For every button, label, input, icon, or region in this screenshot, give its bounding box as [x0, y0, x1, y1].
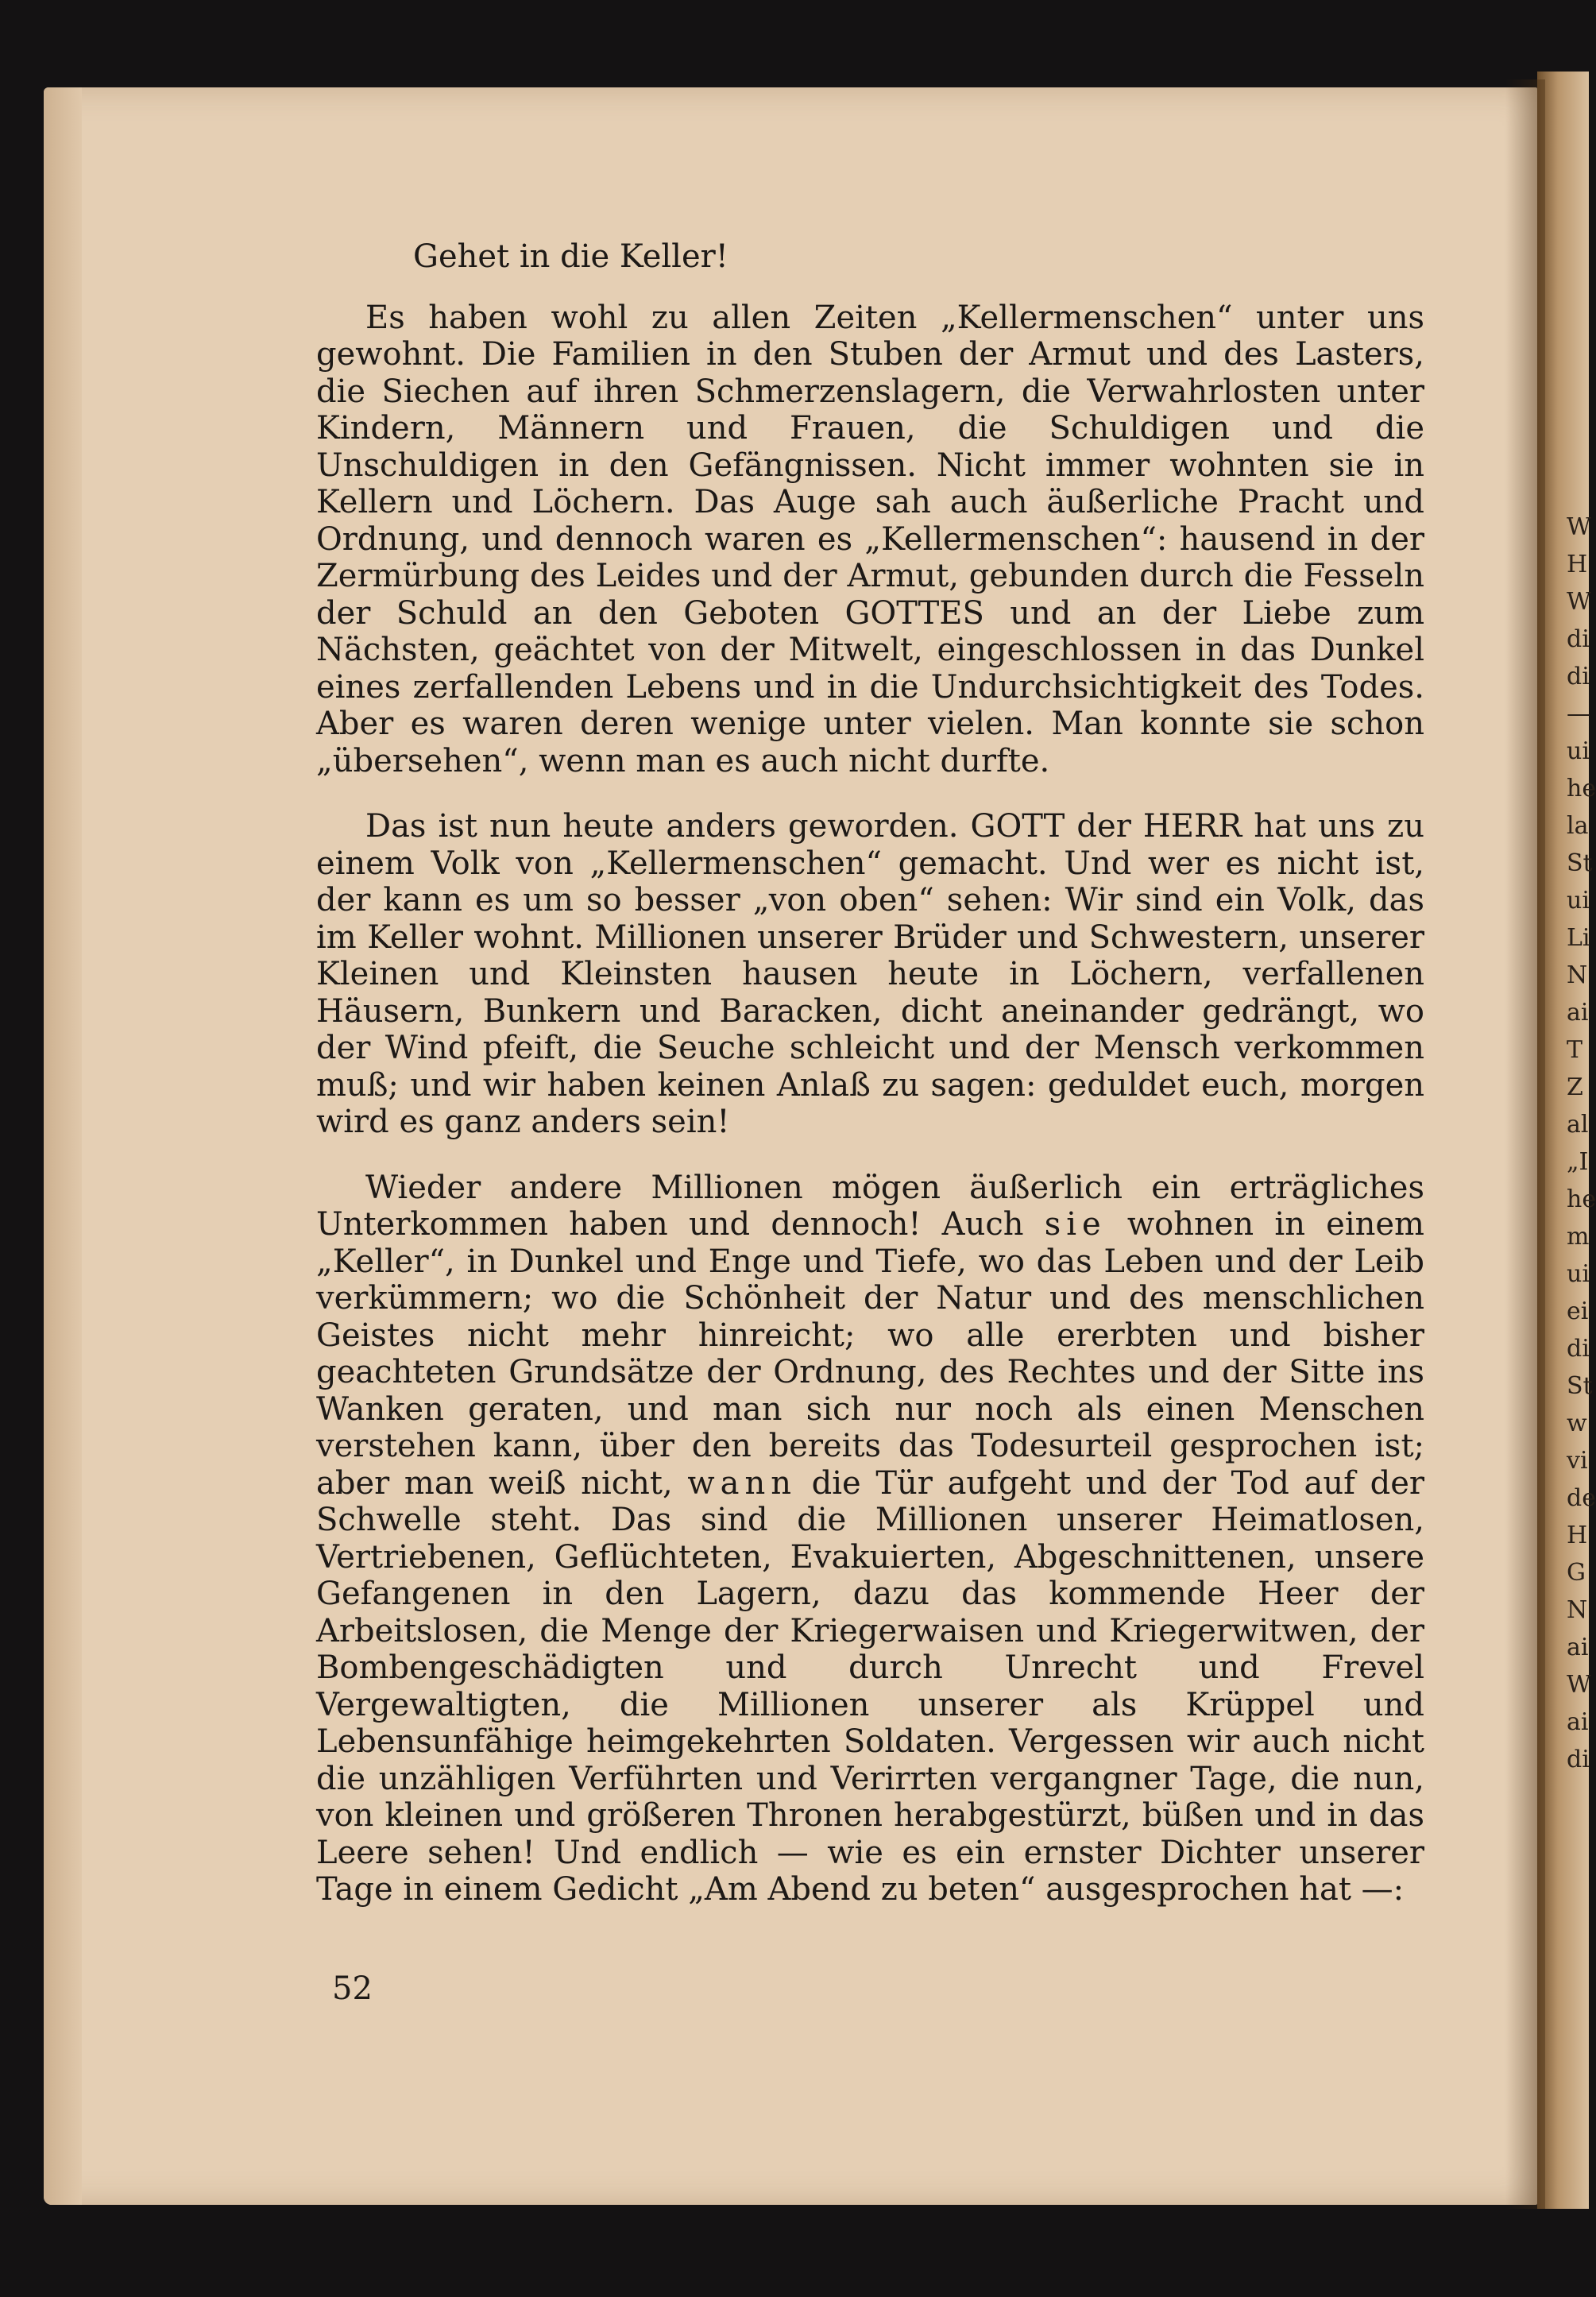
paragraph-3-part-2: wohnen in einem „Keller“, in Dunkel und Enge und Tiefe, wo das Leben und der Leib verkümmern; wo die Schönheit der Natur und des menschlichen Geistes nicht mehr hinreicht; wo alle ererbten und bisher geachteten Grundsätze der Ordnung, des Rechtes und der Sitte ins Wanken geraten, und man sich nur noch als einen Menschen verstehen kann, über den bereits das Todesurteil gesprochen ist; aber man weiß nicht,: [316, 1206, 1424, 1502]
facing-page-fragment: he: [1567, 775, 1596, 802]
facing-page-fragment: „I: [1567, 1148, 1589, 1176]
paragraph-2: Das ist nun heute anders geworden. GOTT der HERR hat uns zu einem Volk von „Kellermenschen“ gemacht. Und wer es nicht ist, der kann es um so besser „von oben“ sehen: Wir sind ein Volk, das im Keller wohnt. Millionen unserer Brüder und Schwestern, unserer Kleinen und Kleinsten hausen heute in Löchern, verfallenen Häusern, Bunkern und Baracken, dicht aneinander gedrängt, wo der Wind pfeift, die Seuche schleicht und der Mensch verkommen muß; und wir haben keinen Anlaß zu sagen: geduldet euch, morgen wird es ganz anders sein!: [316, 808, 1424, 1140]
facing-page-fragment: ai: [1567, 1708, 1589, 1736]
facing-page-fragment: St: [1567, 849, 1593, 877]
facing-page-fragment: St: [1567, 1372, 1593, 1400]
facing-page-fragment: —: [1567, 700, 1590, 728]
facing-page-fragment: w: [1567, 1410, 1587, 1437]
facing-page-fragment: Z: [1567, 1073, 1583, 1101]
facing-page-fragment: la: [1567, 812, 1589, 840]
page-edge: [44, 87, 82, 2205]
facing-page-fragment: di: [1567, 1335, 1590, 1363]
facing-page-fragment: vi: [1567, 1447, 1588, 1475]
facing-page-fragment: T: [1567, 1036, 1583, 1064]
facing-page-fragment: W: [1567, 588, 1591, 616]
facing-page-fragment: G: [1567, 1559, 1586, 1587]
paragraph-1: Es haben wohl zu allen Zeiten „Kellermenschen“ unter uns gewohnt. Die Familien in den Stuben der Armut und des Lasters, die Siechen auf ihren Schmerzenslagern, die Verwahrlosten unter Kindern, Männern und Frauen, die Schuldigen und die Unschuldigen in den Gefängnissen. Nicht immer wohnten sie in Kellern und Löchern. Das Auge sah auch äußerliche Pracht und Ordnung, und dennoch waren es „Kellermenschen“: hausend in der Zermürbung des Leides und der Armut, gebunden durch die Fesseln der Schuld an den Geboten GOTTES und an der Liebe zum Nächsten, geächtet von der Mitwelt, eingeschlossen in das Dunkel eines zerfallenden Lebens und in die Undurchsichtigkeit des Todes. Aber es waren deren wenige unter vielen. Man konnte sie schon „übersehen“, wenn man es auch nicht durfte.: [316, 299, 1424, 779]
facing-page-fragment: di: [1567, 625, 1590, 653]
facing-page-fragment: m: [1567, 1223, 1590, 1251]
facing-page-fragment: H: [1567, 551, 1588, 578]
facing-page-fragment: ai: [1567, 1634, 1589, 1661]
facing-page-fragment: ui: [1567, 1260, 1590, 1288]
facing-page-fragment: W: [1567, 513, 1591, 541]
spaced-word-wann: wann: [687, 1464, 797, 1502]
spaced-word-sie: sie: [1044, 1206, 1107, 1243]
facing-page-fragment: ui: [1567, 887, 1590, 915]
facing-page-fragment: ai: [1567, 999, 1589, 1027]
facing-page-fragment: al: [1567, 1111, 1589, 1139]
facing-page-fragment: de: [1567, 1484, 1596, 1512]
facing-page-fragment: he: [1567, 1185, 1596, 1213]
facing-page-fragment: H: [1567, 1522, 1588, 1549]
page-number: 52: [332, 1970, 373, 2007]
facing-page-fragment: ui: [1567, 737, 1590, 765]
facing-page-fragment: N: [1567, 1596, 1588, 1624]
paragraph-3: [316, 1170, 1424, 1908]
text-block: [316, 238, 1424, 1937]
facing-page-fragment: di: [1567, 663, 1590, 690]
paragraph-3-part-1: Wieder andere Millionen mögen äußerlich ein erträgliches Unterkommen haben und dennoch! Auch: [316, 1169, 1424, 1243]
facing-page-fragment: di: [1567, 1746, 1590, 1773]
facing-page-fragment: N: [1567, 961, 1588, 989]
facing-page-fragment: W: [1567, 1671, 1591, 1699]
facing-page-fragment: ei: [1567, 1297, 1589, 1325]
spine-shadow: [1505, 79, 1545, 2209]
page-heading: Gehet in die Keller!: [413, 238, 728, 275]
paragraph-3-part-3: die Tür aufgeht und der Tod auf der Schwelle steht. Das sind die Millionen unserer Heimatlosen, Vertriebenen, Geflüchteten, Evakuierten, Abgeschnittenen, unsere Gefangenen in den Lagern, dazu das kommende Heer der Arbeitslosen, die Menge der Kriegerwaisen und Kriegerwitwen, der Bombengeschädigten und durch Unrecht und Frevel Vergewaltigten, die Millionen unserer als Krüppel und Lebensunfähige heimgekehrten Soldaten. Vergessen wir auch nicht die unzähligen Verführten und Verirrten vergangner Tage, die nun, von kleinen und größeren Thronen herabgestürzt, büßen und in das Leere sehen! Und endlich — wie es ein ernster Dichter unserer Tage in einem Gedicht „Am Abend zu beten“ ausgesprochen hat —:: [316, 1464, 1425, 1908]
facing-page-fragment: Li: [1567, 924, 1590, 952]
facing-page-text: [1567, 509, 1596, 1778]
